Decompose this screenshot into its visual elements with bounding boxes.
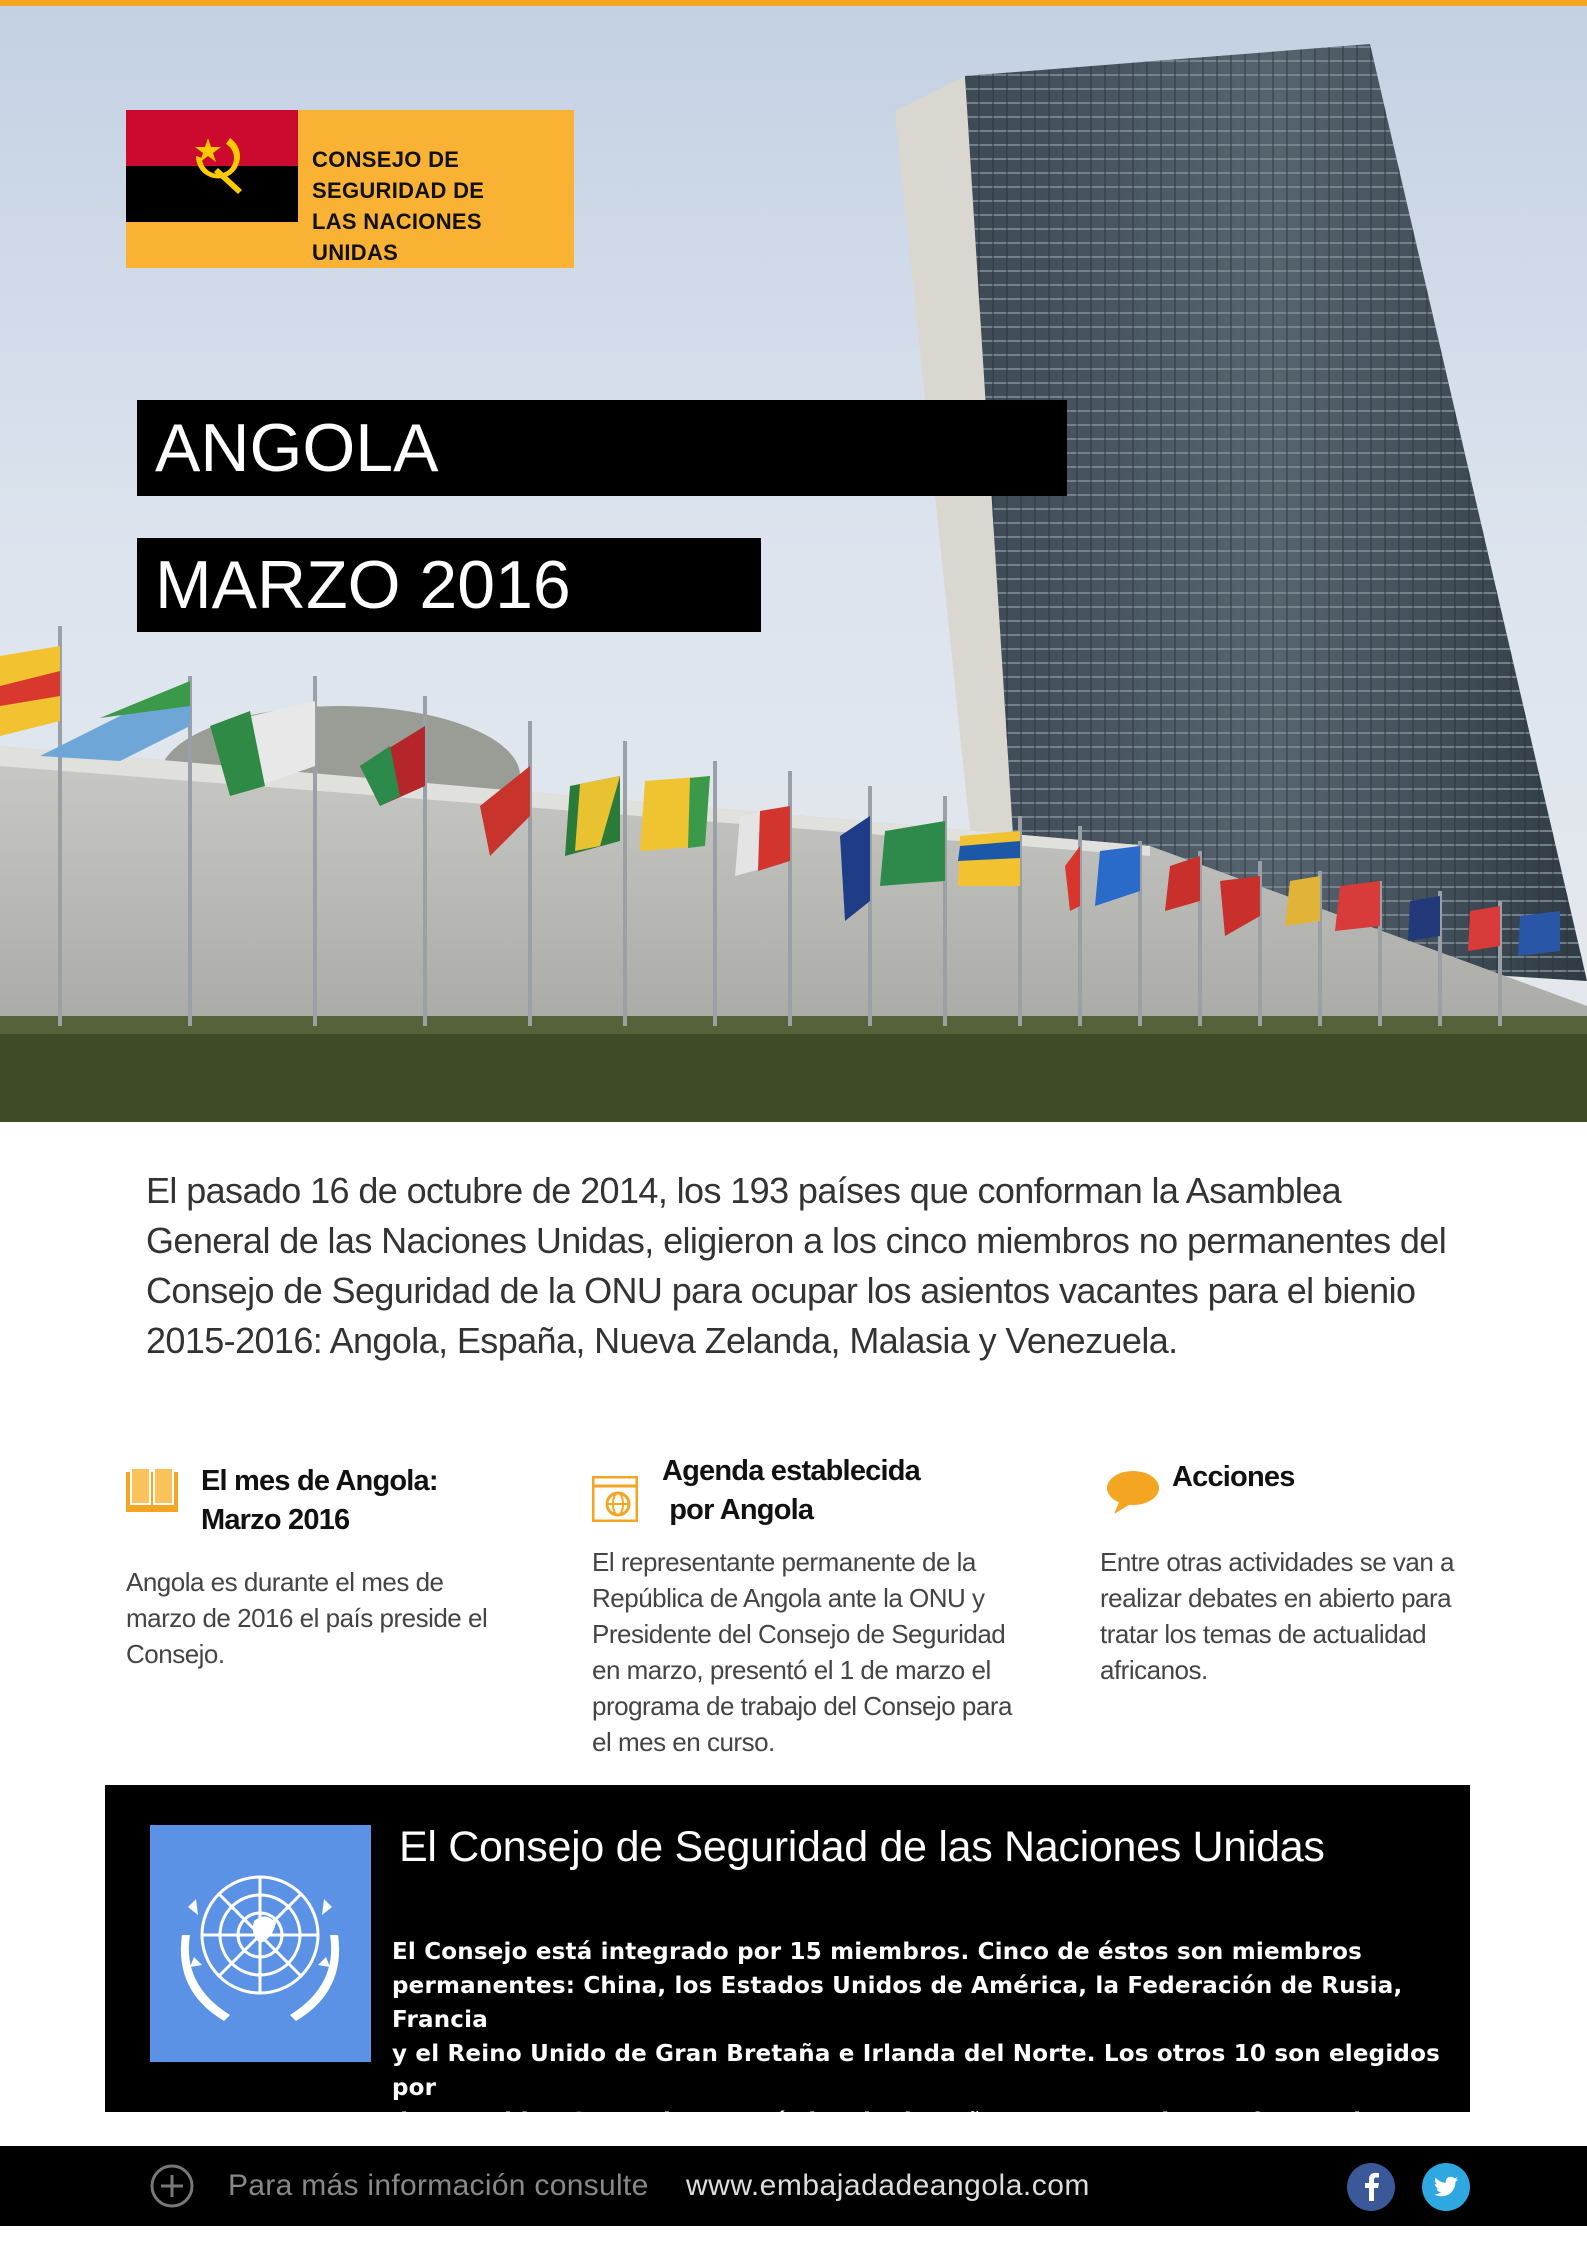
column-body-line: africanos.	[1100, 1655, 1208, 1685]
country-title: ANGOLA	[137, 400, 1067, 496]
logo-badge	[126, 110, 574, 268]
column-heading: Acciones	[1172, 1461, 1295, 1493]
logo-line: CONSEJO DE	[312, 147, 460, 172]
book-icon	[126, 1468, 178, 1512]
intro-line: El pasado 16 de octubre de 2014, los 193 países que conforman la Asamblea	[146, 1170, 1342, 1211]
intro-paragraph	[146, 1166, 1491, 1366]
plus-circle-icon[interactable]	[150, 2164, 194, 2208]
column-body-line: Angola es durante el mes de	[126, 1567, 444, 1597]
angola-flag-icon	[126, 110, 298, 222]
hero-photo	[0, 6, 1587, 1122]
twitter-icon[interactable]	[1422, 2163, 1470, 2211]
column-heading: por Angola	[662, 1494, 814, 1526]
column-body-line: Presidente del Consejo de Seguridad	[592, 1619, 1006, 1649]
facebook-icon[interactable]	[1347, 2163, 1395, 2211]
un-emblem	[150, 1825, 371, 2062]
column-heading: Marzo 2016	[201, 1504, 350, 1536]
column-body-line: realizar debates en abierto para	[1100, 1583, 1452, 1613]
column-heading: Agenda establecida	[662, 1455, 920, 1487]
speech-bubble-icon	[1106, 1470, 1160, 1514]
column-body-line: el mes en curso.	[592, 1727, 775, 1757]
column-body-line: programa de trabajo del Consejo para	[592, 1691, 1012, 1721]
logo-line: SEGURIDAD DE	[312, 178, 485, 203]
column-heading: El mes de Angola:	[201, 1465, 438, 1497]
logo-text	[312, 144, 562, 268]
column-body-line: en marzo, presentó el 1 de marzo el	[592, 1655, 991, 1685]
column-body-line: El representante permanente de la	[592, 1547, 976, 1577]
logo-line: LAS NACIONES UNIDAS	[312, 209, 482, 265]
date-title: MARZO 2016	[137, 538, 761, 632]
column-body-line: tratar los temas de actualidad	[1100, 1619, 1427, 1649]
column-body-line: marzo de 2016 el país preside el	[126, 1603, 488, 1633]
globe-icon	[592, 1476, 638, 1522]
un-panel-body	[392, 1935, 1452, 2139]
footer-website-link[interactable]: www.embajadadeangola.com	[686, 2169, 1090, 2202]
column-body-line: Consejo.	[126, 1639, 225, 1669]
column-body-line: Entre otras actividades se van a	[1100, 1547, 1454, 1577]
intro-line: Consejo de Seguridad de la ONU para ocupar los asientos vacantes para el bienio	[146, 1270, 1416, 1311]
un-panel-line: la Asamblea General por períodos de dos años, como es el caso de Angola.	[392, 2109, 1386, 2135]
footer-bar	[0, 2146, 1587, 2226]
intro-line: 2015-2016: Angola, España, Nueva Zelanda, Malasia y Venezuela.	[146, 1320, 1178, 1361]
un-panel-line: y el Reino Unido de Gran Bretaña e Irlanda del Norte. Los otros 10 son elegidos por	[392, 2041, 1440, 2101]
un-emblem-icon	[150, 1825, 371, 2062]
intro-line: General de las Naciones Unidas, eligieron a los cinco miembros no permanentes del	[146, 1220, 1447, 1261]
column-body-line: República de Angola ante la ONU y	[592, 1583, 985, 1613]
footer-label: Para más información consulte	[228, 2169, 649, 2202]
un-panel-line: permanentes: China, los Estados Unidos de América, la Federación de Rusia, Francia	[392, 1973, 1403, 2033]
un-panel-title: El Consejo de Seguridad de las Naciones Unidas	[399, 1823, 1325, 1871]
un-panel-line: El Consejo está integrado por 15 miembros. Cinco de éstos son miembros	[392, 1939, 1363, 1965]
un-security-council-panel	[105, 1785, 1470, 2135]
